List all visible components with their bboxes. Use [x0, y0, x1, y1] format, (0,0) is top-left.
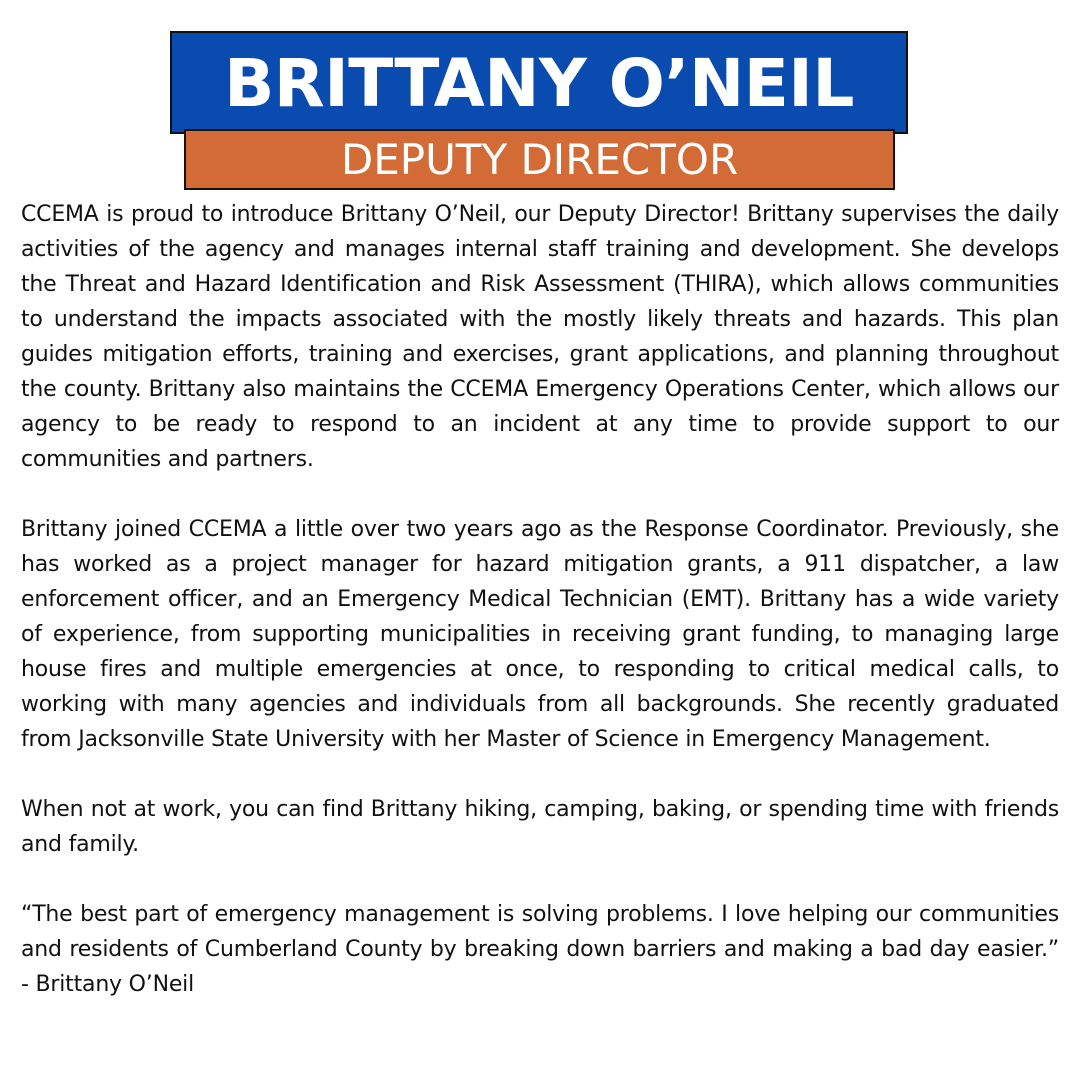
person-name: BRITTANY O’NEIL [224, 44, 854, 122]
bio-paragraph-hobbies: When not at work, you can find Brittany hiking, camping, baking, or spending time with friends and family. [21, 797, 1059, 857]
name-banner [170, 31, 908, 134]
bio-paragraph-quote: “The best part of emergency management is solving problems. I love helping our communities and residents of Cumberland County by breaking down barriers and making a bad day easier.” - Brittany O’Neil [21, 902, 1059, 997]
bio-paragraph-experience: Brittany joined CCEMA a little over two years ago as the Response Coordinator. Previously, she has worked as a project manager for hazard mitigation grants, a 911 dispatcher, a law enforcement officer, and an Emergency Medical Technician (EMT). Brittany has a wide variety of experience, from supporting municipalities in receiving grant funding, to managing large house fires and multiple emergencies at once, to responding to critical medical calls, to working with many agencies and individuals from all backgrounds. She recently graduated from Jacksonville State University with her Master of Science in Emergency Management. [21, 517, 1059, 752]
bio-body [21, 197, 1059, 1002]
job-title: DEPUTY DIRECTOR [340, 135, 739, 184]
bio-paragraph-intro: CCEMA is proud to introduce Brittany O’Neil, our Deputy Director! Brittany supervises the daily activities of the agency and manages internal staff training and development. She develops the Threat and Hazard Identification and Risk Assessment (THIRA), which allows communities to understand the impacts associated with the mostly likely threats and hazards. This plan guides mitigation efforts, training and exercises, grant applications, and planning throughout the county. Brittany also maintains the CCEMA Emergency Operations Center, which allows our agency to be ready to respond to an incident at any time to provide support to our communities and partners. [21, 202, 1059, 472]
title-banner [184, 129, 895, 190]
